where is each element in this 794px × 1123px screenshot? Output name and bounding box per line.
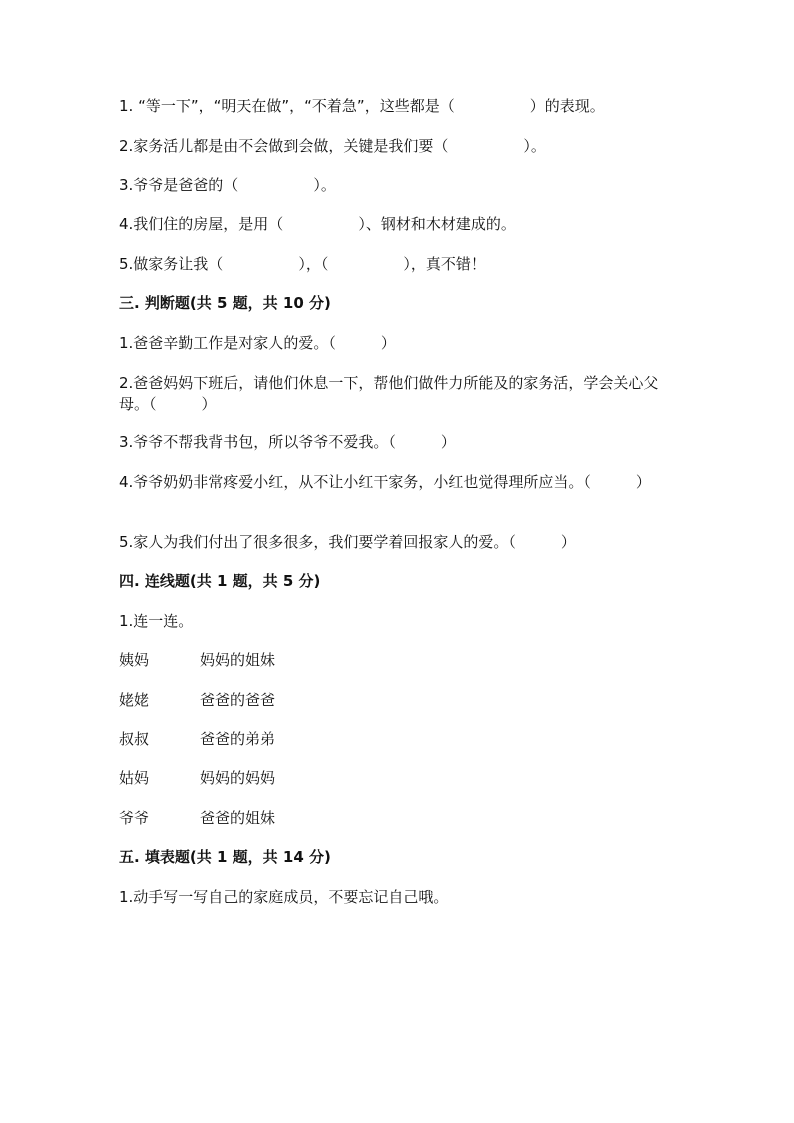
fill-item-2: 2.家务活儿都是由不会做到会做，关键是我们要（ ）。 bbox=[119, 137, 546, 155]
matching-left[interactable]: 爷爷 bbox=[119, 809, 150, 827]
matching-left[interactable]: 姑妈 bbox=[119, 769, 150, 787]
matching-left[interactable]: 姨妈 bbox=[119, 651, 150, 669]
fill-item-1: 1. “等一下”，“明天在做”，“不着急”，这些都是（ ）的表现。 bbox=[119, 97, 605, 115]
table-question: 1.动手写一写自己的家庭成员，不要忘记自己哦。 bbox=[119, 888, 449, 906]
matching-right[interactable]: 爸爸的爸爸 bbox=[200, 691, 276, 709]
matching-left[interactable]: 叔叔 bbox=[119, 730, 150, 748]
judgement-item-1: 1.爸爸辛勤工作是对家人的爱。（ ） bbox=[119, 334, 396, 352]
section-heading-table: 五. 填表题(共 1 题，共 14 分) bbox=[119, 848, 331, 866]
judgement-item-4: 4.爷爷奶奶非常疼爱小红，从不让小红干家务，小红也觉得理所应当。（ ） bbox=[119, 473, 651, 491]
judgement-item-5: 5.家人为我们付出了很多很多，我们要学着回报家人的爱。（ ） bbox=[119, 533, 576, 551]
fill-item-3: 3.爷爷是爸爸的（ ）。 bbox=[119, 176, 336, 194]
fill-item-4: 4.我们住的房屋，是用（ ）、钢材和木材建成的。 bbox=[119, 215, 516, 233]
matching-question: 1.连一连。 bbox=[119, 612, 194, 630]
matching-right[interactable]: 爸爸的姐妹 bbox=[200, 809, 276, 827]
judgement-item-2: 2.爸爸妈妈下班后，请他们休息一下，帮他们做件力所能及的家务活，学会关心父母。（ ） bbox=[119, 374, 659, 413]
section-heading-matching: 四. 连线题(共 1 题，共 5 分) bbox=[119, 572, 321, 590]
matching-right[interactable]: 妈妈的姐妹 bbox=[200, 651, 276, 669]
matching-right[interactable]: 爸爸的弟弟 bbox=[200, 730, 276, 748]
judgement-item-3: 3.爷爷不帮我背书包，所以爷爷不爱我。（ ） bbox=[119, 433, 456, 451]
matching-left[interactable]: 姥姥 bbox=[119, 691, 150, 709]
matching-right[interactable]: 妈妈的妈妈 bbox=[200, 769, 276, 787]
fill-item-5: 5.做家务让我（ ），（ ），真不错！ bbox=[119, 255, 486, 273]
section-heading-judgement: 三. 判断题(共 5 题，共 10 分) bbox=[119, 294, 331, 312]
